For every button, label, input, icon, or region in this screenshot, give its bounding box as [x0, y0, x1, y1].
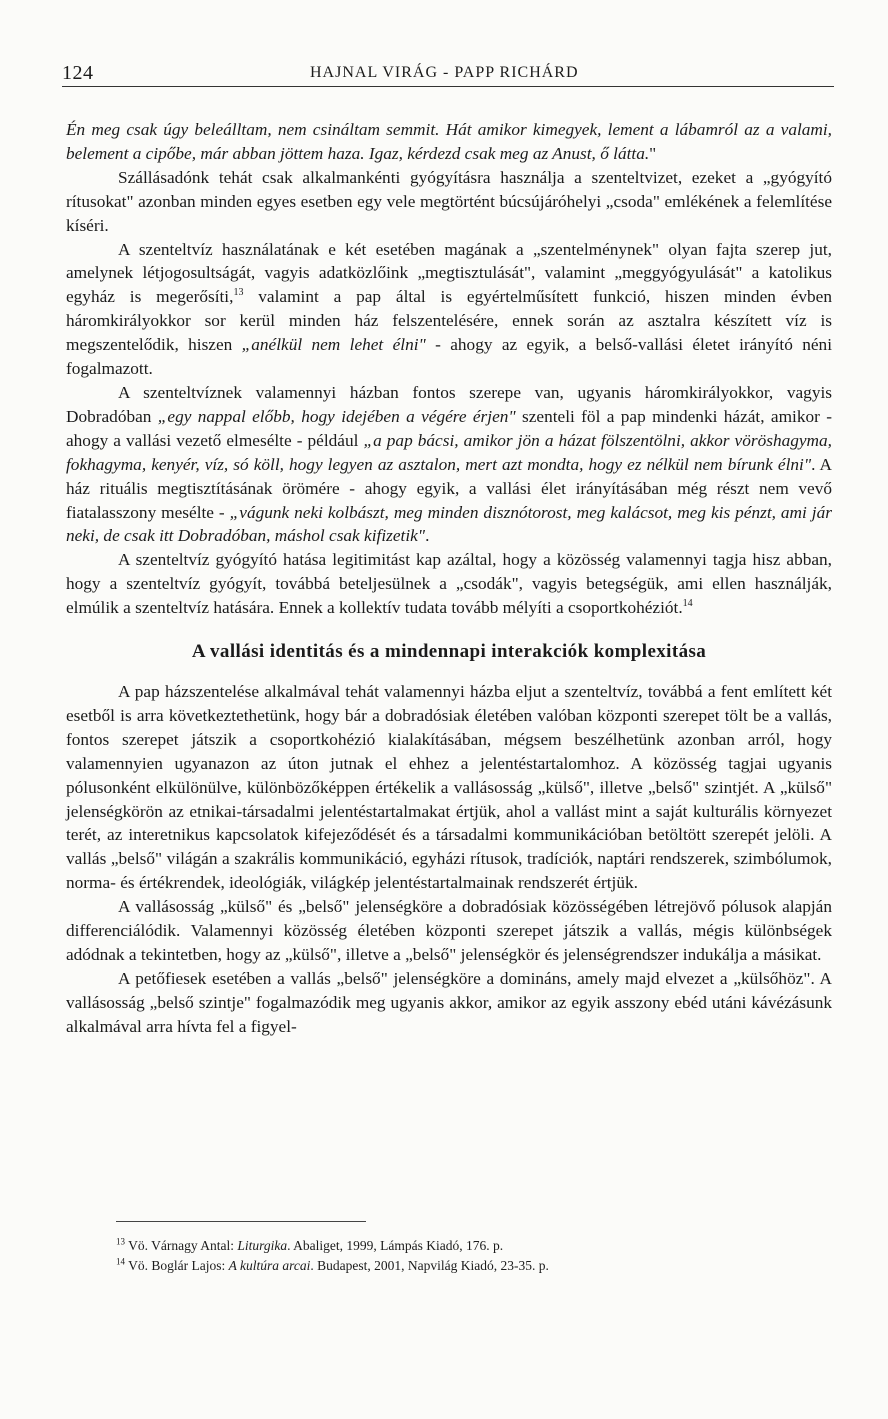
quote-italic: Én meg csak úgy beleálltam, nem csináltam semmit. Hát amikor kimegyek, lement a lábamról az a valami, belement a cipőbe, már abban jöttem haza. Igaz, kérdezd csak meg az Anust, ő látta.	[66, 120, 832, 163]
quote-italic: „a pap bácsi, amikor jön a házat fölszentölni, akkor vöröshagyma, fokhagyma, kenyér, víz, só köll, hogy legyen az asztalon, mert azt mondta, hogy ez nélkül nem bírunk élni"	[66, 430, 832, 474]
paragraph-quote	[66, 118, 832, 166]
book-title: Liturgika	[237, 1238, 288, 1253]
body-text	[66, 118, 832, 1039]
text-run: Vö. Várnagy Antal:	[125, 1238, 238, 1253]
quote-italic: „egy nappal előbb, hogy idejében a végére érjen"	[157, 406, 516, 426]
text-run: A szenteltvíz gyógyító hatása legitimitást kap azáltal, hogy a közösség valamennyi tagja hisz abban, hogy a szenteltvíz gyógyít, továbbá beteljesülnek a „csodák", vagyis betegségük, ami ellen használják, elmúlik a szenteltvíz hatására. Ennek a kollektív tudata tovább mélyíti a csoportkohéziót.	[66, 550, 832, 618]
quote-italic: „anélkül nem lehet élni"	[241, 335, 426, 355]
text-run: valamint a pap által is egyértelműsített funkció, hiszen minden évben háromkirályokkor sor kerül minden ház felszentelésére, ennek során az asztalra készített víz is megszentelődik, hiszen	[66, 287, 832, 355]
text-run: A szenteltvíznek valamennyi házban fontos szerepe van, ugyanis háromkirályokkor, vagyis Dobradóban	[66, 382, 832, 426]
footnote-rule	[116, 1221, 366, 1222]
text-run: Vö. Boglár Lajos:	[125, 1258, 229, 1273]
footnote	[116, 1236, 816, 1256]
quote-end: "	[649, 143, 657, 163]
book-title: A kultúra arcai	[228, 1258, 311, 1273]
paragraph	[66, 548, 832, 620]
footnote-ref-13: 13	[233, 287, 244, 299]
page-number: 124	[62, 62, 94, 84]
text-run: . Budapest, 2001, Napvilág Kiadó, 23-35. p.	[310, 1258, 549, 1273]
text-run: . A ház rituális megtisztításának örömére - ahogy egyik, a vallási élet irányításában még részt nem vevő fiatalasszony mesélte -	[66, 454, 832, 522]
text-run: szenteli föl a pap mindenki házát, amikor - ahogy a vallási vezető elmesélte - például	[66, 406, 832, 450]
footnote-number: 14	[116, 1256, 125, 1267]
section-heading: A vallási identitás és a mindennapi interakciók komplexitása	[191, 641, 707, 663]
footnote	[116, 1256, 816, 1276]
footnotes	[116, 1236, 816, 1276]
paragraph: A vallásosság „külső" és „belső" jelenségköre a dobradósiak közösségében létrejövő pólusok alapján differenciálódik. Valamennyi közösség életében központi szerepet játszik a vallás, mégis különbségek adódnak a tekintetben, hogy az „külső", illetve a „belső" jelenségkör és jelenségrendszer indukálja a másikat.	[66, 897, 832, 964]
text-run: A szenteltvíz használatának e két esetében magának a „szentelménynek" olyan fajta szerep jut, amelynek létjogosultságát, vagyis adatközlőink „megtisztulását", valamint „meggyógyulását" a katolikus egyház is megerősíti,	[66, 239, 832, 307]
text-run: - ahogy az egyik, a belső-vallási életet irányító néni fogalmazott.	[66, 335, 832, 379]
text-run: .	[425, 526, 430, 546]
paragraph	[66, 381, 832, 548]
paragraph: Szállásadónk tehát csak alkalmankénti gyógyításra használja a szenteltvizet, ezeket a „gyógyító rítusokat" azonban minden egyes esetben egy vele megtörtént búcsújáróhelyi „csoda" emlékének a felemlítése kíséri.	[66, 167, 832, 235]
footnote-number: 13	[116, 1236, 125, 1247]
text-run: . Abaliget, 1999, Lámpás Kiadó, 176. p.	[287, 1238, 504, 1253]
header-rule	[62, 86, 834, 87]
quote-italic: „vágunk neki kolbászt, meg minden disznótorost, meg kalácsot, meg kis pénzt, ami jár neki, de csak itt Dobradóban, máshol csak kifizetik"	[66, 502, 832, 546]
paragraph: A pap házszentelése alkalmával tehát valamennyi házba eljut a szenteltvíz, továbbá a fent említett két esetből is arra következtethetünk, hogy bár a dobradósiak életében valóban központi szerepet tölt be a vallás, fontos szerepet játszik a csoportkohézió kialakításában, mégsem beszélhetünk azonban arról, hogy valamennyien ugyanazon az úton jutnak el ehhez a jelentéstartalomhoz. A közösség tagjai ugyanis pólusonként elkülönülve, különbözőképpen értékelik a vallásosság „külső", illetve „belső" szintjét. A „külső" jelenségkörön az etnikai-társadalmi jelentéstartalmakat értjük, ahol a vallást mint a saját kulturális környezet terét, az interetnikus kapcsolatok kifejeződését és a társadalmi kommunikációban betöltött szerepét jelöli. A vallás „belső" világán a szakrális kommunikáció, egyházi rítusok, tradíciók, naptári rendszerek, szimbólumok, norma- és értékrendek, ideológiák, világkép jelentéstartalmainak rendszerét értjük.	[66, 682, 832, 893]
footnote-ref-14: 14	[682, 598, 693, 610]
paragraph	[66, 238, 832, 381]
paragraph: A petőfiesek esetében a vallás „belső" jelenségköre a domináns, amely majd elvezet a „külsőhöz". A vallásosság „belső szintje" fogalmazódik meg ugyanis akkor, amikor az egyik asszony ebéd utáni kávézásunk alkalmával arra hívta fel a figyel-	[66, 968, 832, 1036]
running-head: HAJNAL VIRÁG - PAPP RICHÁRD	[310, 64, 579, 81]
